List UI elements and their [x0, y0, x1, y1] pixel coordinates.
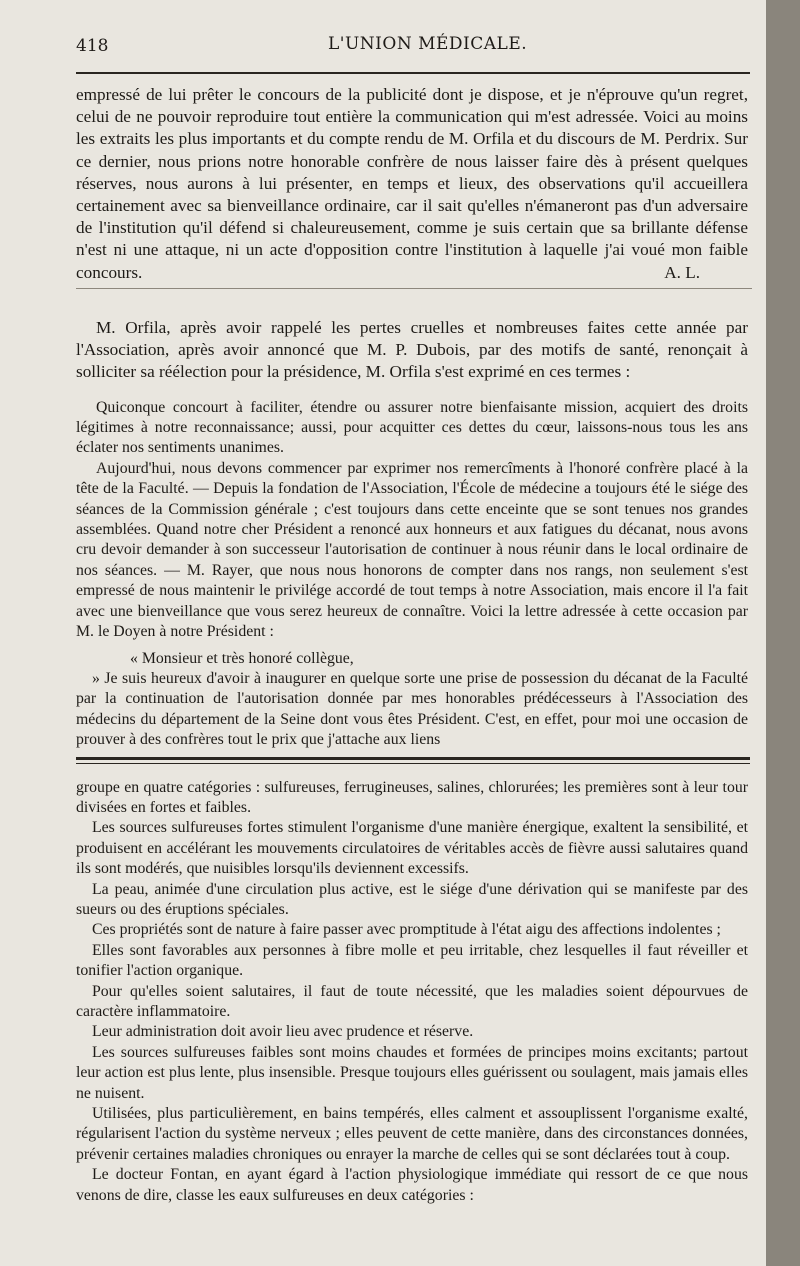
speech-paragraph-2: Aujourd'hui, nous devons commencer par exprimer nos remercîments à l'honoré confrère placé à la tête de la Faculté. — Depuis la fondation de l'Association, l'École de médecine a toujours été le siége des séances de la Commission générale ; c'est toujours dans cette enceinte que se sont tenues nos grandes assemblées. Quand notre cher Président a renoncé aux honneurs et aux fatigues du décanat, nous avons cru devoir demander à son successeur l'autorisation de continuer à nous réunir dans le local ordinaire de nos séances. — M. Rayer, que nous nous honorons de compter dans nos rangs, non seulement s'est empressé de nous maintenir le privilége accordé de tout temps à notre Association, mais encore il l'a fait avec une bienveillance que vous serez heureux de connaître. Voici la lettre adressée à cette occasion par M. le Doyen à notre Président :	[76, 459, 748, 641]
editor-note-text: empressé de lui prêter le concours de la publicité dont je dispose, et je n'éprouve qu'un regret, celui de ne pouvoir reproduire tout entière la communication qui m'est adressée. Voici au moins les extraits les plus importants et du compte rendu de M. Orfila et du discours de M. Perdrix. Sur ce dernier, nous prions notre honorable confrère de nous laisser faire dès à présent quelques réserves, nous aurons à lui présenter, en temps et lieux, des observations qu'il accueillera certainement avec sa bienveillance ordinaire, car il sait qu'elles n'émaneront pas d'un adversaire de l'institution qu'il défend si chaleureusement, comme je suis certain que sa brillante défense n'est ni une attaque, ni un acte d'opposition contre l'institution à laquelle j'ai voué mon faible concours.	[76, 85, 748, 282]
editor-signature: A. L.	[664, 262, 700, 282]
feuilleton-paragraph-3: Ces propriétés sont de nature à faire passer avec promptitude à l'état aigu des affections indolentes ;	[92, 921, 721, 939]
feuilleton-paragraph-5: Pour qu'elles soient salutaires, il faut de toute nécessité, que les maladies soient dépourvues de caractère inflammatoire.	[76, 982, 748, 1021]
feuilleton-paragraph-8: Utilisées, plus particulièrement, en bains tempérés, elles calment et assouplissent l'organisme exalté, régularisent l'action du système nerveux ; elles peuvent de cette manière, dans des circonstances données, prévenir certaines maladies chroniques ou enrayer la marche de celles qui se sont déclarées tout à coup.	[76, 1105, 748, 1163]
feuilleton-paragraph-4: Elles sont favorables aux personnes à fibre molle et peu irritable, chez lesquelles il faut réveiller et tonifier l'action organique.	[76, 941, 748, 980]
feuilleton-column	[76, 778, 766, 1207]
speech-introduction: M. Orfila, après avoir rappelé les pertes cruelles et nombreuses faites cette année par l'Association, après avoir annoncé que M. P. Dubois, par des motifs de santé, renonçait à solliciter sa réélection pour la présidence, M. Orfila s'est exprimé en ces termes :	[76, 318, 748, 382]
editor-note	[76, 84, 766, 284]
page-number: 418	[76, 36, 109, 56]
letter-salutation: « Monsieur et très honoré collègue,	[130, 649, 354, 667]
section-rule	[76, 288, 752, 289]
feuilleton-paragraph-0: groupe en quatre catégories : sulfureuses, ferrugineuses, salines, chlorurées; les premières sont à leur tour divisées en fortes et faibles.	[76, 778, 748, 816]
feuilleton-paragraph-6: Leur administration doit avoir lieu avec prudence et réserve.	[92, 1023, 474, 1041]
feuilleton-paragraph-9: Le docteur Fontan, en ayant égard à l'action physiologique immédiate qui ressort de ce que nous venons de dire, classe les eaux sulfureuses en deux catégories :	[76, 1166, 748, 1204]
speech-paragraph-1: Quiconque concourt à faciliter, étendre ou assurer notre bienfaisante mission, acquiert des droits légitimes à notre reconnaissance; aussi, pour acquitter ces dettes du cœur, laissons-nous tous les ans éclater nos sentiments unanimes.	[76, 398, 748, 457]
orfila-speech	[76, 398, 766, 751]
header-rule	[76, 72, 750, 74]
feuilleton-paragraph-1: Les sources sulfureuses fortes stimulent l'organisme d'une manière énergique, exaltent la sensibilité, et produisent en accélérant les mouvements circulatoires de véritables accès de fièvre aussi salutaires quand ils sont modérés, que nuisibles lorsqu'ils deviennent excessifs.	[76, 819, 748, 878]
page-header	[76, 0, 750, 56]
letter-body: » Je suis heureux d'avoir à inaugurer en quelque sorte une prise de possession du décanat de la Faculté par la continuation de l'autorisation donnée par mes honorables prédécesseurs à l'Association des médecins du département de la Seine dont vous êtes Président. C'est, en effet, pour moi une occasion de prouver à des confrères tout le prix que j'attache aux liens	[76, 669, 748, 749]
feuilleton-paragraph-2: La peau, animée d'une circulation plus active, est le siége d'une dérivation qui se manifeste par des sueurs ou des éruptions spéciales.	[76, 880, 748, 918]
running-title: L'UNION MÉDICALE.	[328, 34, 528, 54]
feuilleton-paragraph-7: Les sources sulfureuses faibles sont moins chaudes et formées de principes moins excitants; partout leur action est plus lente, plus insensible. Presque toujours elles guérissent ou soulagent, mais jamais elles ne nuisent.	[76, 1043, 748, 1102]
feuilleton-divider	[76, 757, 750, 764]
